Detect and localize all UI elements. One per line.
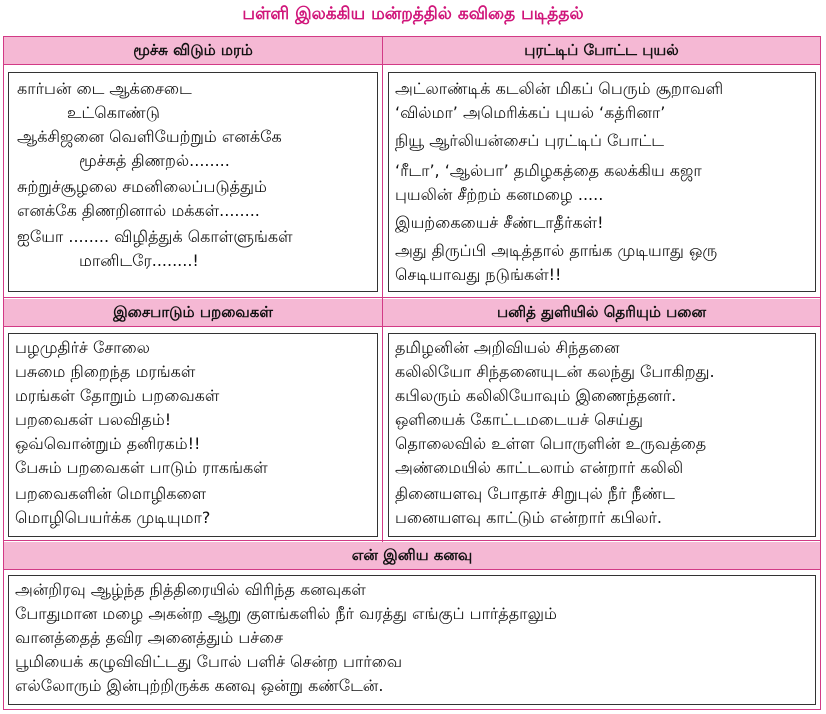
poem-line: மரங்கள் தோறும் பறவைகள் xyxy=(15,386,220,405)
poem-line: போதுமான மழை அகன்ற ஆறு குளங்களில் நீர் வரத்து எங்குப் பார்த்தாலும் xyxy=(15,604,557,623)
heading-dream: என் இனிய கனவு xyxy=(4,542,820,570)
poem-line: ஒவ்வொன்றும் தனிரகம்!! xyxy=(15,434,201,453)
poem-line: மானிடரே........! xyxy=(79,251,199,270)
poem-line: கபிலரும் கலிலியோவும் இணைந்தனர். xyxy=(395,386,677,405)
column-divider xyxy=(382,37,383,542)
poem-line: சுற்றுச்சூழலை சமனிலைப்படுத்தும் xyxy=(17,177,267,196)
poem-line: அன்றிரவு ஆழ்ந்த நித்திரையில் விரிந்த கனவுகள் xyxy=(15,580,366,599)
poem-line: கலிலியோ சிந்தனையுடன் கலந்து போகிறது. xyxy=(395,362,715,381)
poem-line: ‘ரீடா’, ‘ஆல்பா’ தமிழகத்தை கலக்கிய கஜா xyxy=(395,161,702,180)
poem-line: மொழிபெயர்க்க முடியுமா? xyxy=(15,508,211,527)
heading-tree: மூச்சு விடும் மரம் xyxy=(4,37,382,65)
poem-line: புயலின் சீற்றம் கனமழை ..... xyxy=(395,185,604,204)
poem-line: அட்லாண்டிக் கடலின் மிகப் பெரும் சூறாவளி xyxy=(395,79,724,98)
poem-box-birds xyxy=(8,333,378,537)
poem-box-storm xyxy=(388,72,816,292)
poem-box-dream xyxy=(8,575,816,705)
poem-line: தினையளவு போதாச் சிறுபுல் நீர் நீண்ட xyxy=(395,484,675,503)
poem-line: எனக்கே திணறினால் மக்கள்........ xyxy=(17,201,260,220)
poem-line: பறவைகள் பலவிதம்! xyxy=(15,410,172,429)
poem-box-tree xyxy=(8,72,378,292)
poem-line: பசுமை நிறைந்த மரங்கள் xyxy=(15,362,196,381)
heading-palm: பனித் துளியில் தெரியும் பனை xyxy=(383,299,820,327)
poem-line: அண்மையில் காட்டலாம் என்றார் கலிலி xyxy=(395,458,684,477)
poem-line: பனையளவு காட்டும் என்றார் கபிலர். xyxy=(395,508,662,527)
poem-line: ‘வில்மா’ அமெரிக்கப் புயல் ‘கத்ரினா’ xyxy=(395,103,666,122)
poem-line: கார்பன் டை ஆக்சைடை xyxy=(17,79,192,98)
page-title: பள்ளி இலக்கிய மன்றத்தில் கவிதை படித்தல் xyxy=(242,4,584,24)
poem-line: பறவைகளின் மொழிகளை xyxy=(15,484,207,503)
poem-line: செடியாவது நடுங்கள்!! xyxy=(395,265,562,284)
poem-line: பூமியைக் கழுவிவிட்டது போல் பளிச் சென்ற பார்வை xyxy=(15,652,403,671)
poem-line: தமிழனின் அறிவியல் சிந்தனை xyxy=(395,338,620,357)
poem-line: எல்லோரும் இன்புற்றிருக்க கனவு ஒன்று கண்டேன். xyxy=(15,676,384,695)
poem-line: பேசும் பறவைகள் பாடும் ராகங்கள் xyxy=(15,458,268,477)
poem-line: அது திருப்பி அடித்தால் தாங்க முடியாது ஒரு xyxy=(395,241,718,260)
poem-line: பழமுதிர்ச் சோலை xyxy=(15,338,150,357)
poem-line: வானத்தைத் தவிர அனைத்தும் பச்சை xyxy=(15,628,284,647)
poem-line: மூச்சுத் திணறல்........ xyxy=(79,151,230,170)
poem-line: இயற்கையைச் சீண்டாதீர்கள்! xyxy=(395,213,604,232)
poem-line: ஒளியைக் கோட்டமடையச் செய்து xyxy=(395,410,644,429)
poem-box-palm xyxy=(388,333,816,537)
row-divider xyxy=(4,540,820,541)
poem-line: ஆக்சிஜனை வெளியேற்றும் எனக்கே xyxy=(17,127,282,146)
poem-line: நியூ ஆர்லியன்சைப் புரட்டிப் போட்ட xyxy=(395,131,665,150)
row-divider xyxy=(4,297,820,298)
heading-birds: இசைபாடும் பறவைகள் xyxy=(4,299,382,327)
poem-line: ஐயோ ........ விழித்துக் கொள்ளுங்கள் xyxy=(17,227,293,246)
poem-line: உட்கொண்டு xyxy=(67,103,160,122)
poem-table xyxy=(3,36,821,710)
poem-line: தொலைவில் உள்ள பொருளின் உருவத்தை xyxy=(395,434,707,453)
heading-storm: புரட்டிப் போட்ட புயல் xyxy=(383,37,820,65)
